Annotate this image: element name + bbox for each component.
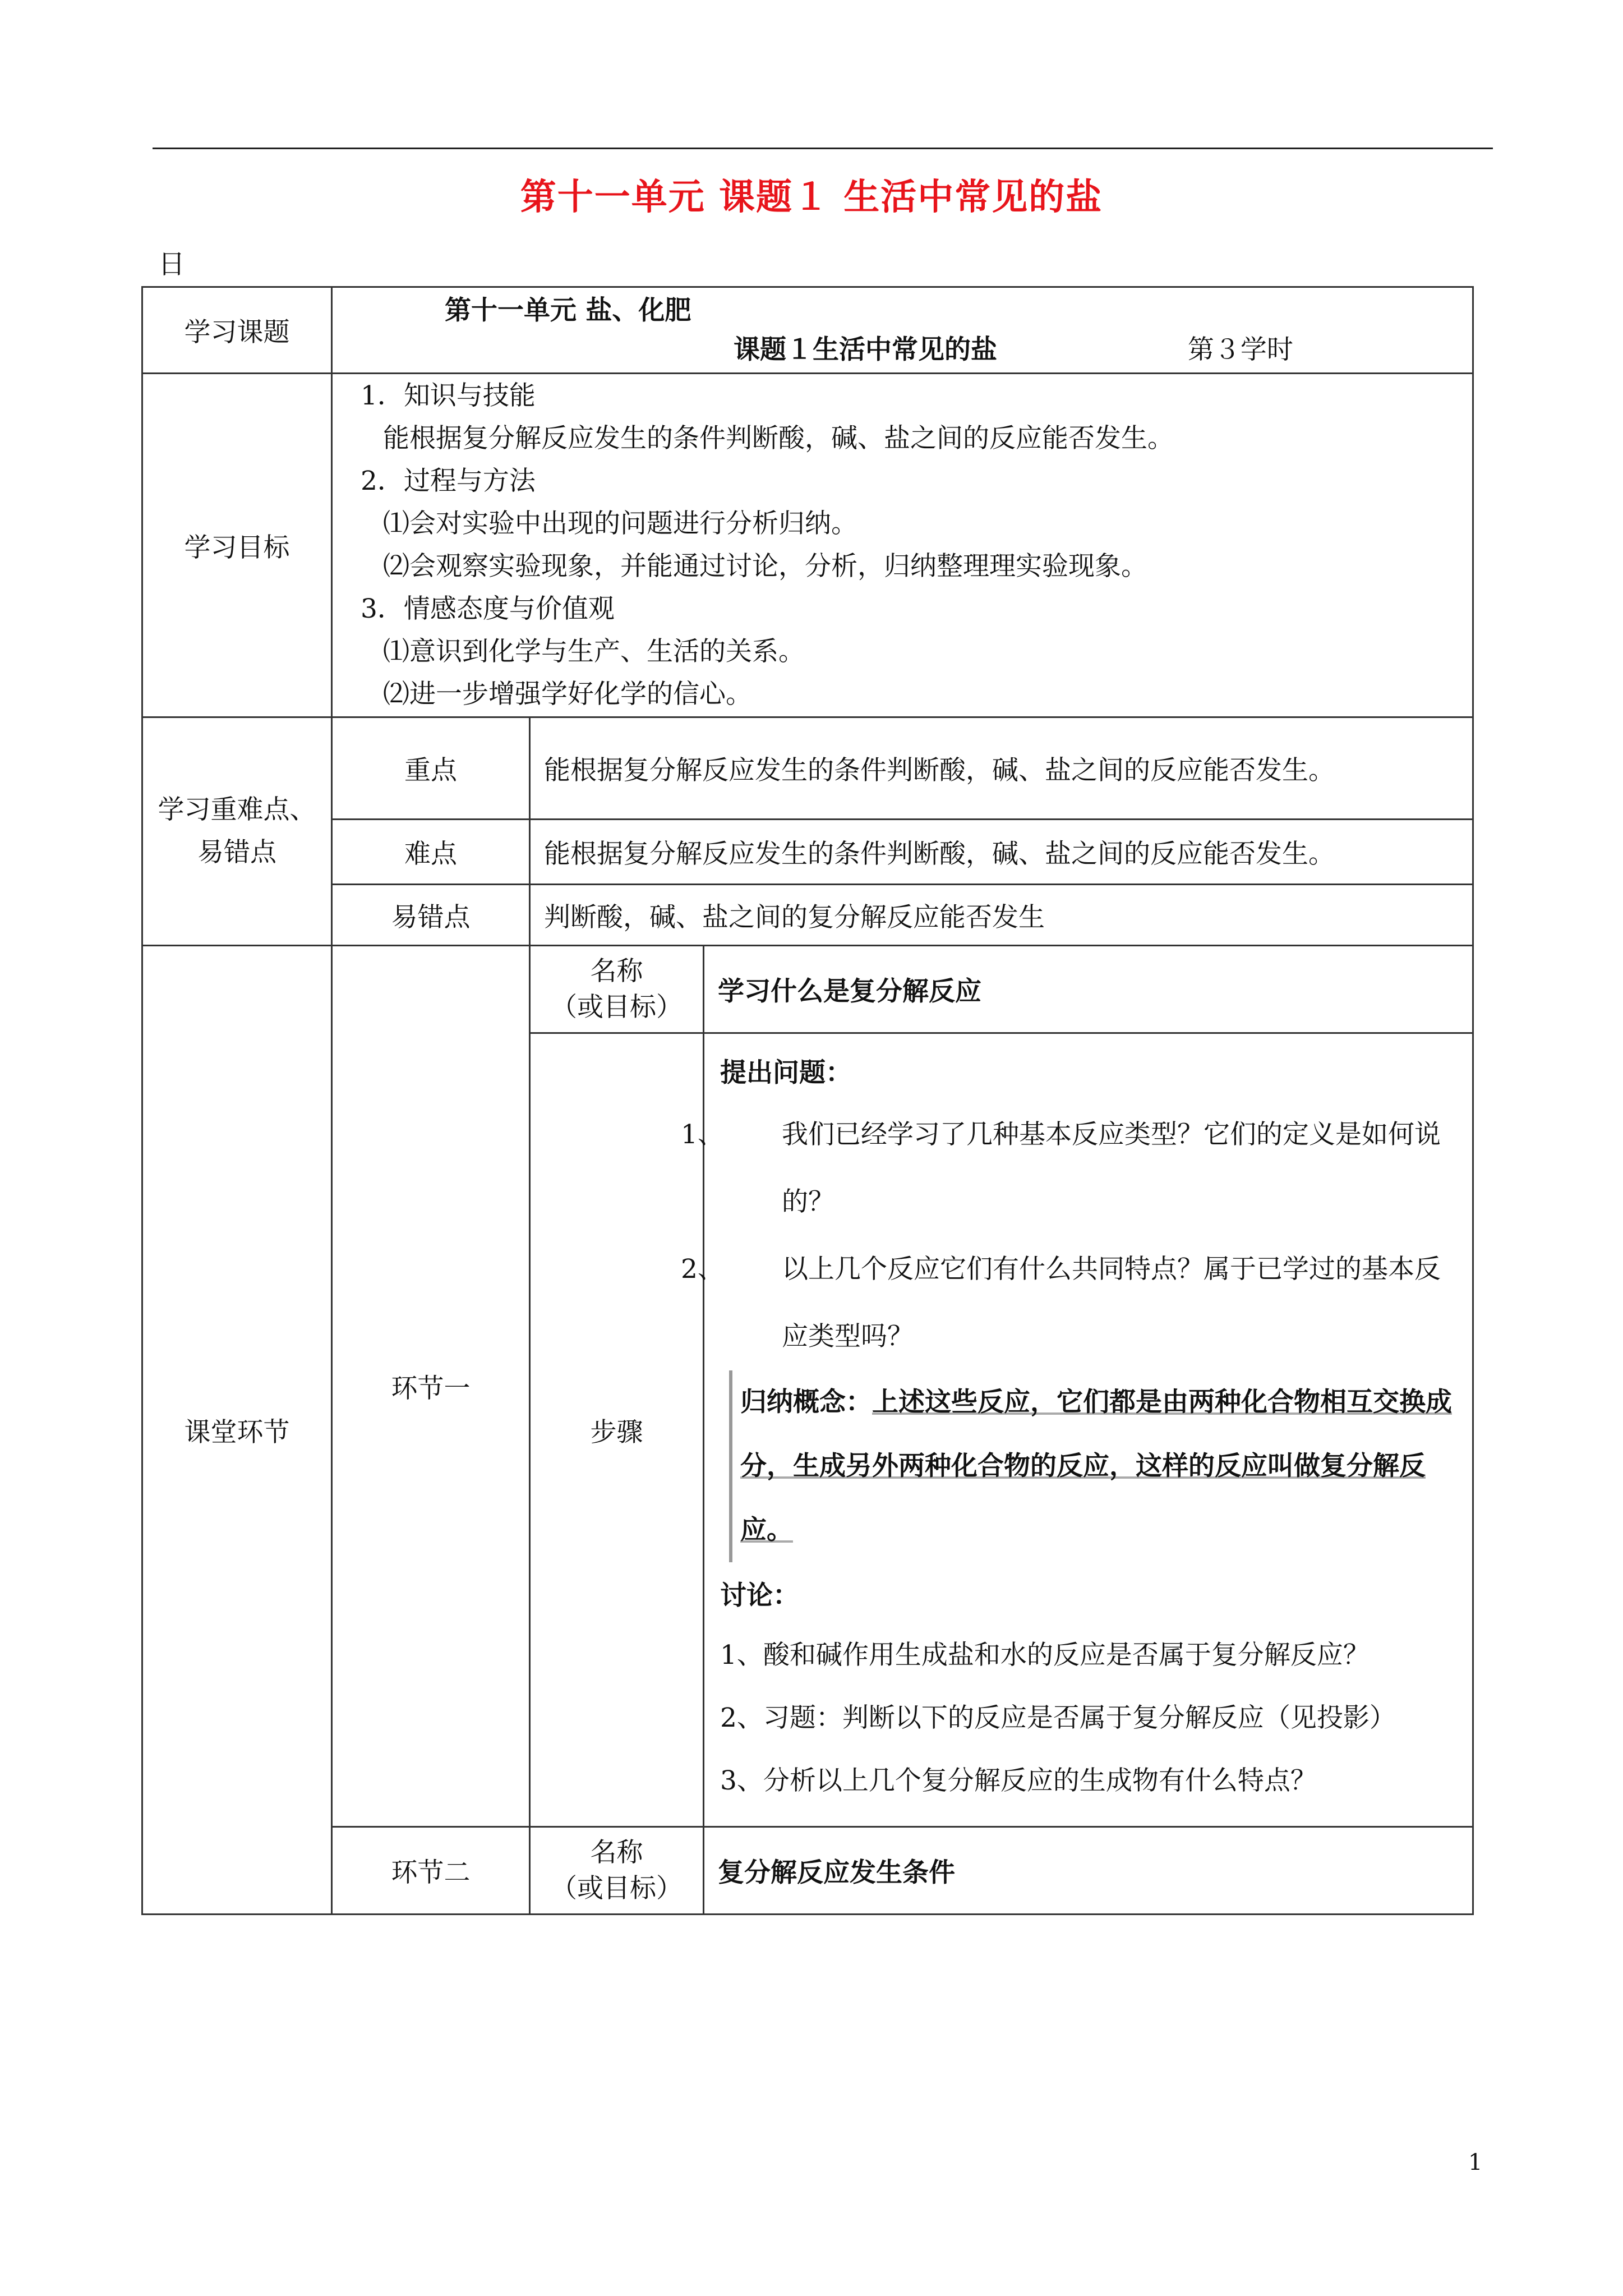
section1-name-value: 学习什么是复分解反应: [704, 946, 1473, 1033]
section1-steps-cell: [681, 1033, 1473, 1827]
difficult-point-row: [142, 820, 1473, 885]
difficult-point-text: 能根据复分解反应发生的条件判断酸，碱、盐之间的反应能否发生。: [530, 820, 1473, 885]
course-cell: [332, 287, 1473, 374]
error-prone-row: [142, 885, 1473, 946]
concept-text: 上述这些反应，它们都是由两种化合物相互交换成分，生成另外两种化合物的反应，这样的反应叫做复分解反应。: [740, 1387, 1452, 1545]
objective-line: 3．情感态度与价值观: [361, 593, 615, 624]
objective-line: ⑴意识到化学与生产、生活的关系。: [383, 636, 805, 667]
question-item: 1、 我们已经学习了几种基本反应类型？它们的定义是如何说的？: [681, 1119, 1441, 1217]
objectives-cell: [332, 374, 1473, 717]
discussion-item: 1、酸和碱作用生成盐和水的反应是否属于复分解反应？: [720, 1640, 1370, 1671]
objective-line: 能根据复分解反应发生的条件判断酸，碱、盐之间的反应能否发生。: [383, 423, 1174, 454]
concept-block: [729, 1370, 1464, 1562]
top-rule: [153, 148, 1493, 149]
objective-line: 2．过程与方法: [361, 466, 536, 496]
page-number: 1: [1468, 2150, 1483, 2175]
concept-label: 归纳概念：: [740, 1387, 872, 1418]
course-row: [142, 287, 1473, 374]
key-point-row: [142, 717, 1473, 820]
objective-line: ⑵会观察实验现象，并能通过讨论，分析，归纳整理理实验现象。: [383, 551, 1147, 582]
objective-line: ⑵进一步增强学好化学的信心。: [383, 679, 752, 710]
objectives-row: [142, 374, 1473, 717]
key-point-text: 能根据复分解反应发生的条件判断酸，碱、盐之间的反应能否发生。: [530, 717, 1473, 820]
difficulty-label: 学习重难点、 易错点: [142, 717, 332, 946]
ask-heading: 提出问题：: [720, 1057, 852, 1088]
section2-name-label: 名称 （或目标）: [530, 1827, 704, 1915]
page-title: 第十一单元 课题１ 生活中常见的盐: [520, 176, 1103, 218]
objectives-label: 学习目标: [142, 374, 332, 717]
section2-row: [142, 1827, 1473, 1915]
objective-line: ⑴会对实验中出现的问题进行分析归纳。: [383, 508, 857, 539]
error-prone-text: 判断酸，碱、盐之间的复分解反应能否发生: [530, 885, 1473, 946]
discussion-item: 2、习题：判断以下的反应是否属于复分解反应（见投影）: [720, 1703, 1396, 1733]
objective-line: 1．知识与技能: [361, 380, 536, 411]
classroom-label: 课堂环节: [142, 946, 332, 1915]
period-label: 第３学时: [1187, 334, 1293, 365]
key-point-label: 重点: [332, 717, 530, 820]
section2-name-value: 复分解反应发生条件: [704, 1827, 1473, 1915]
discussion-item: 3、分析以上几个复分解反应的生成物有什么特点？: [720, 1765, 1317, 1796]
section1-label: 环节一: [332, 946, 530, 1827]
error-prone-label: 易错点: [332, 885, 530, 946]
section1-name-row: [142, 946, 1473, 1033]
question-item: 2、 以上几个反应它们有什么共同特点？属于已学过的基本反应类型吗？: [681, 1254, 1441, 1352]
section1-name-label: 名称 （或目标）: [530, 946, 704, 1033]
section1-steps-label: 步骤: [530, 1033, 704, 1827]
discuss-heading: 讨论：: [720, 1580, 799, 1611]
course-label: 学习课题: [142, 287, 332, 374]
difficult-point-label: 难点: [332, 820, 530, 885]
section2-label: 环节二: [332, 1827, 530, 1915]
unit-title: 第十一单元 盐、化肥: [445, 295, 691, 326]
lesson-plan-table: [141, 286, 1474, 1915]
date-label: 日: [158, 249, 186, 280]
lesson-title: 课题１生活中常见的盐: [734, 334, 997, 365]
